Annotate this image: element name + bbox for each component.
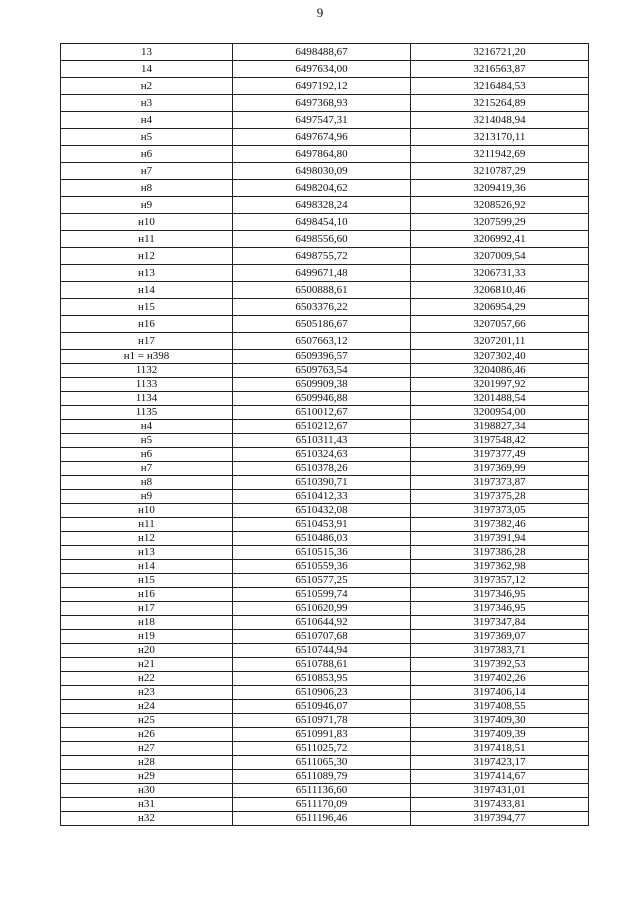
table-row: [61, 197, 589, 214]
table-row: [61, 61, 589, 78]
cell-y: 3201997,92: [411, 378, 589, 392]
cell-x: 6510212,67: [233, 420, 411, 434]
cell-y: 3197409,30: [411, 714, 589, 728]
table-row: [61, 476, 589, 490]
table-row: [61, 574, 589, 588]
cell-point: н6: [61, 146, 233, 163]
table-row: [61, 214, 589, 231]
cell-point: н18: [61, 616, 233, 630]
cell-y: 3207057,66: [411, 316, 589, 333]
cell-point: н30: [61, 784, 233, 798]
table-row: [61, 248, 589, 265]
cell-x: 6510744,94: [233, 644, 411, 658]
cell-x: 6497674,96: [233, 129, 411, 146]
cell-point: 14: [61, 61, 233, 78]
cell-point: н23: [61, 686, 233, 700]
table-row: [61, 350, 589, 364]
table-row: [61, 406, 589, 420]
cell-x: 6510906,23: [233, 686, 411, 700]
table-row: [61, 299, 589, 316]
cell-x: 6498328,24: [233, 197, 411, 214]
table-row: [61, 742, 589, 756]
cell-y: 3197362,98: [411, 560, 589, 574]
cell-x: 6510946,07: [233, 700, 411, 714]
cell-point: н15: [61, 299, 233, 316]
cell-y: 3214048,94: [411, 112, 589, 129]
cell-y: 3198827,34: [411, 420, 589, 434]
cell-x: 6511196,46: [233, 812, 411, 826]
cell-x: 6498488,67: [233, 44, 411, 61]
table-row: [61, 630, 589, 644]
cell-y: 3216484,53: [411, 78, 589, 95]
cell-y: 3197382,46: [411, 518, 589, 532]
table-row: [61, 282, 589, 299]
cell-x: 6510378,26: [233, 462, 411, 476]
cell-point: н9: [61, 490, 233, 504]
cell-x: 6510390,71: [233, 476, 411, 490]
cell-point: н22: [61, 672, 233, 686]
cell-y: 3207201,11: [411, 333, 589, 350]
cell-y: 3208526,92: [411, 197, 589, 214]
table-row: [61, 129, 589, 146]
cell-point: н10: [61, 214, 233, 231]
cell-point: н14: [61, 282, 233, 299]
cell-y: 3197392,53: [411, 658, 589, 672]
cell-y: 3197409,39: [411, 728, 589, 742]
cell-y: 3197402,26: [411, 672, 589, 686]
cell-point: н12: [61, 532, 233, 546]
cell-x: 6510012,67: [233, 406, 411, 420]
cell-x: 6510788,61: [233, 658, 411, 672]
table-row: [61, 146, 589, 163]
table-row: [61, 378, 589, 392]
cell-y: 3206810,46: [411, 282, 589, 299]
cell-y: 3197406,14: [411, 686, 589, 700]
table-row: [61, 714, 589, 728]
table-row: [61, 798, 589, 812]
table-row: [61, 112, 589, 129]
cell-x: 6509763,54: [233, 364, 411, 378]
cell-y: 3197369,07: [411, 630, 589, 644]
cell-point: н13: [61, 546, 233, 560]
table-row: [61, 231, 589, 248]
cell-x: 6497634,00: [233, 61, 411, 78]
table-row: [61, 812, 589, 826]
cell-point: н4: [61, 420, 233, 434]
cell-point: н28: [61, 756, 233, 770]
cell-x: 6511089,79: [233, 770, 411, 784]
table-row: [61, 316, 589, 333]
cell-point: н17: [61, 602, 233, 616]
cell-y: 3197383,71: [411, 644, 589, 658]
cell-point: н19: [61, 630, 233, 644]
cell-y: 3209419,36: [411, 180, 589, 197]
cell-y: 3213170,11: [411, 129, 589, 146]
cell-y: 3216563,87: [411, 61, 589, 78]
cell-point: 1135: [61, 406, 233, 420]
cell-y: 3216721,20: [411, 44, 589, 61]
table-row: [61, 658, 589, 672]
cell-x: 6510620,99: [233, 602, 411, 616]
table-row: [61, 532, 589, 546]
cell-x: 6510515,36: [233, 546, 411, 560]
table-row: [61, 265, 589, 282]
cell-x: 6509909,38: [233, 378, 411, 392]
cell-x: 6510453,91: [233, 518, 411, 532]
cell-x: 6500888,61: [233, 282, 411, 299]
table-row: [61, 546, 589, 560]
cell-y: 3197391,94: [411, 532, 589, 546]
cell-point: н25: [61, 714, 233, 728]
table-row: [61, 448, 589, 462]
cell-point: н5: [61, 129, 233, 146]
cell-point: н21: [61, 658, 233, 672]
cell-y: 3197386,28: [411, 546, 589, 560]
table-row: [61, 728, 589, 742]
cell-y: 3197346,95: [411, 602, 589, 616]
cell-y: 3207009,54: [411, 248, 589, 265]
cell-y: 3211942,69: [411, 146, 589, 163]
cell-y: 3197375,28: [411, 490, 589, 504]
table-row: [61, 392, 589, 406]
cell-point: н11: [61, 231, 233, 248]
cell-x: 6511136,60: [233, 784, 411, 798]
page-number: 9: [316, 5, 324, 20]
table-row: [61, 78, 589, 95]
cell-x: 6510971,78: [233, 714, 411, 728]
cell-point: н31: [61, 798, 233, 812]
cell-point: н11: [61, 518, 233, 532]
cell-y: 3206731,33: [411, 265, 589, 282]
table-row: [61, 434, 589, 448]
cell-point: н27: [61, 742, 233, 756]
cell-y: 3197423,17: [411, 756, 589, 770]
cell-point: н15: [61, 574, 233, 588]
cell-point: н32: [61, 812, 233, 826]
cell-y: 3207599,29: [411, 214, 589, 231]
cell-x: 6505186,67: [233, 316, 411, 333]
table-row: [61, 700, 589, 714]
table-row: [61, 686, 589, 700]
cell-y: 3210787,29: [411, 163, 589, 180]
cell-x: 6511170,09: [233, 798, 411, 812]
table-row: [61, 602, 589, 616]
cell-y: 3201488,54: [411, 392, 589, 406]
cell-x: 6498204,62: [233, 180, 411, 197]
cell-point: н9: [61, 197, 233, 214]
cell-y: 3200954,00: [411, 406, 589, 420]
cell-y: 3197548,42: [411, 434, 589, 448]
cell-x: 6499671,48: [233, 265, 411, 282]
cell-x: 6509396,57: [233, 350, 411, 364]
table-row: [61, 95, 589, 112]
cell-point: 13: [61, 44, 233, 61]
table-row: [61, 560, 589, 574]
cell-x: 6498556,60: [233, 231, 411, 248]
cell-y: 3197373,87: [411, 476, 589, 490]
cell-point: н4: [61, 112, 233, 129]
table-row: [61, 672, 589, 686]
cell-x: 6510577,25: [233, 574, 411, 588]
cell-y: 3207302,40: [411, 350, 589, 364]
cell-point: н24: [61, 700, 233, 714]
table-row: [61, 364, 589, 378]
cell-x: 6497192,12: [233, 78, 411, 95]
cell-x: 6510432,08: [233, 504, 411, 518]
table-row: [61, 518, 589, 532]
table-row: [61, 616, 589, 630]
cell-point: н20: [61, 644, 233, 658]
cell-y: 3197377,49: [411, 448, 589, 462]
table-row: [61, 462, 589, 476]
cell-x: 6509946,88: [233, 392, 411, 406]
cell-point: н2: [61, 78, 233, 95]
cell-x: 6503376,22: [233, 299, 411, 316]
cell-point: н5: [61, 434, 233, 448]
cell-x: 6511025,72: [233, 742, 411, 756]
table-row: [61, 420, 589, 434]
table-row: [61, 756, 589, 770]
table-row: [61, 588, 589, 602]
cell-x: 6498030,09: [233, 163, 411, 180]
cell-x: 6510324,63: [233, 448, 411, 462]
cell-x: 6510707,68: [233, 630, 411, 644]
cell-point: н6: [61, 448, 233, 462]
cell-point: 1134: [61, 392, 233, 406]
cell-x: 6497864,80: [233, 146, 411, 163]
cell-x: 6510991,83: [233, 728, 411, 742]
cell-y: 3197347,84: [411, 616, 589, 630]
table-row: [61, 490, 589, 504]
cell-point: 1133: [61, 378, 233, 392]
cell-point: н3: [61, 95, 233, 112]
cell-x: 6510412,33: [233, 490, 411, 504]
coordinates-table-body: [61, 44, 589, 826]
cell-y: 3197394,77: [411, 812, 589, 826]
cell-x: 6498755,72: [233, 248, 411, 265]
cell-point: н16: [61, 588, 233, 602]
cell-x: 6510311,43: [233, 434, 411, 448]
cell-y: 3197418,51: [411, 742, 589, 756]
cell-y: 3197414,67: [411, 770, 589, 784]
cell-x: 6498454,10: [233, 214, 411, 231]
cell-point: н12: [61, 248, 233, 265]
cell-point: н26: [61, 728, 233, 742]
cell-y: 3197369,99: [411, 462, 589, 476]
table-row: [61, 333, 589, 350]
cell-x: 6507663,12: [233, 333, 411, 350]
cell-x: 6497547,31: [233, 112, 411, 129]
cell-y: 3206954,29: [411, 299, 589, 316]
table-row: [61, 644, 589, 658]
cell-x: 6510644,92: [233, 616, 411, 630]
cell-y: 3197357,12: [411, 574, 589, 588]
cell-x: 6510853,95: [233, 672, 411, 686]
cell-x: 6510599,74: [233, 588, 411, 602]
cell-y: 3197433,81: [411, 798, 589, 812]
table-row: [61, 180, 589, 197]
coordinates-table: [60, 43, 589, 826]
table-row: [61, 44, 589, 61]
cell-point: 1132: [61, 364, 233, 378]
cell-point: н17: [61, 333, 233, 350]
cell-point: н8: [61, 476, 233, 490]
cell-x: 6511065,30: [233, 756, 411, 770]
table-row: [61, 163, 589, 180]
cell-point: н13: [61, 265, 233, 282]
cell-x: 6497368,93: [233, 95, 411, 112]
table-row: [61, 504, 589, 518]
cell-point: н14: [61, 560, 233, 574]
cell-point: н7: [61, 462, 233, 476]
cell-y: 3197346,95: [411, 588, 589, 602]
cell-point: н8: [61, 180, 233, 197]
cell-y: 3215264,89: [411, 95, 589, 112]
cell-point: н7: [61, 163, 233, 180]
cell-y: 3197431,01: [411, 784, 589, 798]
cell-y: 3204086,46: [411, 364, 589, 378]
cell-point: н10: [61, 504, 233, 518]
cell-y: 3206992,41: [411, 231, 589, 248]
cell-x: 6510486,03: [233, 532, 411, 546]
cell-point: н1 = н398: [61, 350, 233, 364]
cell-y: 3197408,55: [411, 700, 589, 714]
cell-y: 3197373,05: [411, 504, 589, 518]
cell-x: 6510559,36: [233, 560, 411, 574]
cell-point: н29: [61, 770, 233, 784]
cell-point: н16: [61, 316, 233, 333]
table-row: [61, 784, 589, 798]
table-row: [61, 770, 589, 784]
